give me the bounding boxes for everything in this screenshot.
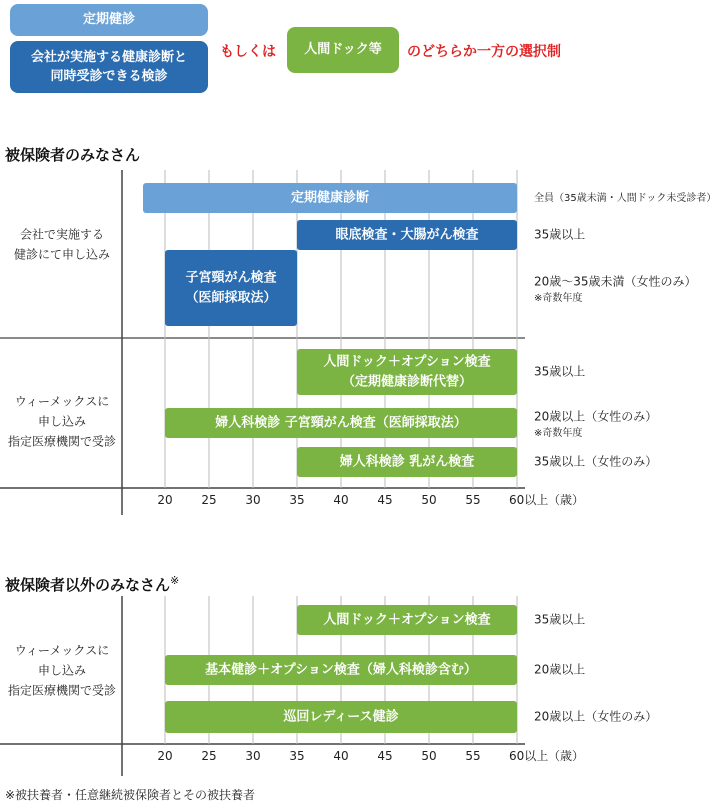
x-tick-label: 35 bbox=[289, 749, 305, 763]
x-unit-label: （歳） bbox=[548, 749, 585, 763]
bar-note: 20歳以上（女性のみ） bbox=[534, 709, 658, 724]
bar-note: 35歳以上 bbox=[534, 227, 586, 242]
x-tick-label: 60以上 bbox=[509, 749, 549, 763]
legend-suffix: のどちらか一方の選択制 bbox=[407, 44, 561, 60]
bar-note: 全員（35歳未満・人間ドック未受診者） bbox=[534, 193, 717, 204]
x-tick-label: 30 bbox=[245, 749, 261, 763]
bar-note: 35歳以上（女性のみ） bbox=[534, 454, 658, 469]
x-tick-label: 25 bbox=[201, 493, 217, 507]
x-tick-label: 35 bbox=[289, 493, 305, 507]
x-tick-label: 20 bbox=[157, 493, 173, 507]
bar-label: 人間ドック＋オプション検査 bbox=[323, 612, 491, 628]
x-tick-label: 55 bbox=[465, 749, 481, 763]
legend-kaisha-box bbox=[10, 41, 208, 93]
bar-label: 子宮頸がん検査（医師採取法） bbox=[185, 270, 277, 306]
x-tick-label: 60以上 bbox=[509, 493, 549, 507]
legend-kaisha-label: 会社が実施する健康診断と 同時受診できる検診 bbox=[30, 49, 187, 84]
bar-label: 巡回レディース健診 bbox=[283, 709, 399, 725]
bar bbox=[165, 250, 297, 326]
x-tick-label: 40 bbox=[333, 493, 349, 507]
x-tick-label: 25 bbox=[201, 749, 217, 763]
x-tick-label: 40 bbox=[333, 749, 349, 763]
bar-note: 20歳以上（女性のみ） bbox=[534, 409, 658, 424]
x-tick-label: 20 bbox=[157, 749, 173, 763]
bar-label: 定期健康診断 bbox=[290, 190, 370, 206]
legend-ningen-dock-box bbox=[287, 27, 399, 73]
bar-label: 眼底検査・大腸がん検査 bbox=[335, 227, 479, 243]
group-label: 会社で実施する健診にて申し込み bbox=[13, 227, 111, 262]
section-title-dependents-text: 被保険者以外のみなさん bbox=[5, 576, 171, 594]
x-tick-label: 30 bbox=[245, 493, 261, 507]
bar-subnote: ※奇数年度 bbox=[534, 293, 583, 304]
bar-label: 婦人科検診 乳がん検査 bbox=[339, 454, 475, 470]
bar-note: 35歳以上 bbox=[534, 364, 586, 379]
x-unit-label: （歳） bbox=[548, 493, 585, 507]
section-title-insured-text: 被保険者のみなさん bbox=[5, 146, 141, 164]
insured-chart bbox=[0, 170, 720, 515]
x-tick-label: 50 bbox=[421, 749, 437, 763]
section-title-dependents bbox=[5, 574, 179, 595]
bar-subnote: ※奇数年度 bbox=[534, 428, 583, 439]
dependents-chart bbox=[0, 596, 720, 776]
group-label: ウィーメックスに申し込み指定医療機関で受診 bbox=[7, 643, 117, 698]
bar-label: 人間ドック＋オプション検査（定期健康診断代替） bbox=[323, 354, 491, 390]
x-tick-label: 55 bbox=[465, 493, 481, 507]
footnote: ※被扶養者・任意継続被保険者とその被扶養者 bbox=[5, 788, 256, 802]
bar-note: 20歳以上 bbox=[534, 662, 586, 677]
group-label: ウィーメックスに申し込み指定医療機関で受診 bbox=[7, 394, 117, 449]
bar-label: 婦人科検診 子宮頸がん検査（医師採取法） bbox=[215, 415, 467, 431]
section-title-insured bbox=[5, 144, 140, 165]
legend-moshikuwa: もしくは bbox=[220, 44, 276, 60]
legend-ningen-dock-label: 人間ドック等 bbox=[304, 42, 382, 58]
x-tick-label: 50 bbox=[421, 493, 437, 507]
bar-label: 基本健診＋オプション検査（婦人科検診含む） bbox=[205, 662, 477, 678]
legend-teiki-box bbox=[10, 4, 208, 36]
x-tick-label: 45 bbox=[377, 749, 393, 763]
legend-teiki-label: 定期健診 bbox=[82, 12, 135, 28]
section-title-dependents-note: ※ bbox=[170, 574, 180, 587]
bar-note: 35歳以上 bbox=[534, 612, 586, 627]
bar-note: 20歳～35歳未満（女性のみ） bbox=[534, 274, 697, 289]
x-tick-label: 45 bbox=[377, 493, 393, 507]
